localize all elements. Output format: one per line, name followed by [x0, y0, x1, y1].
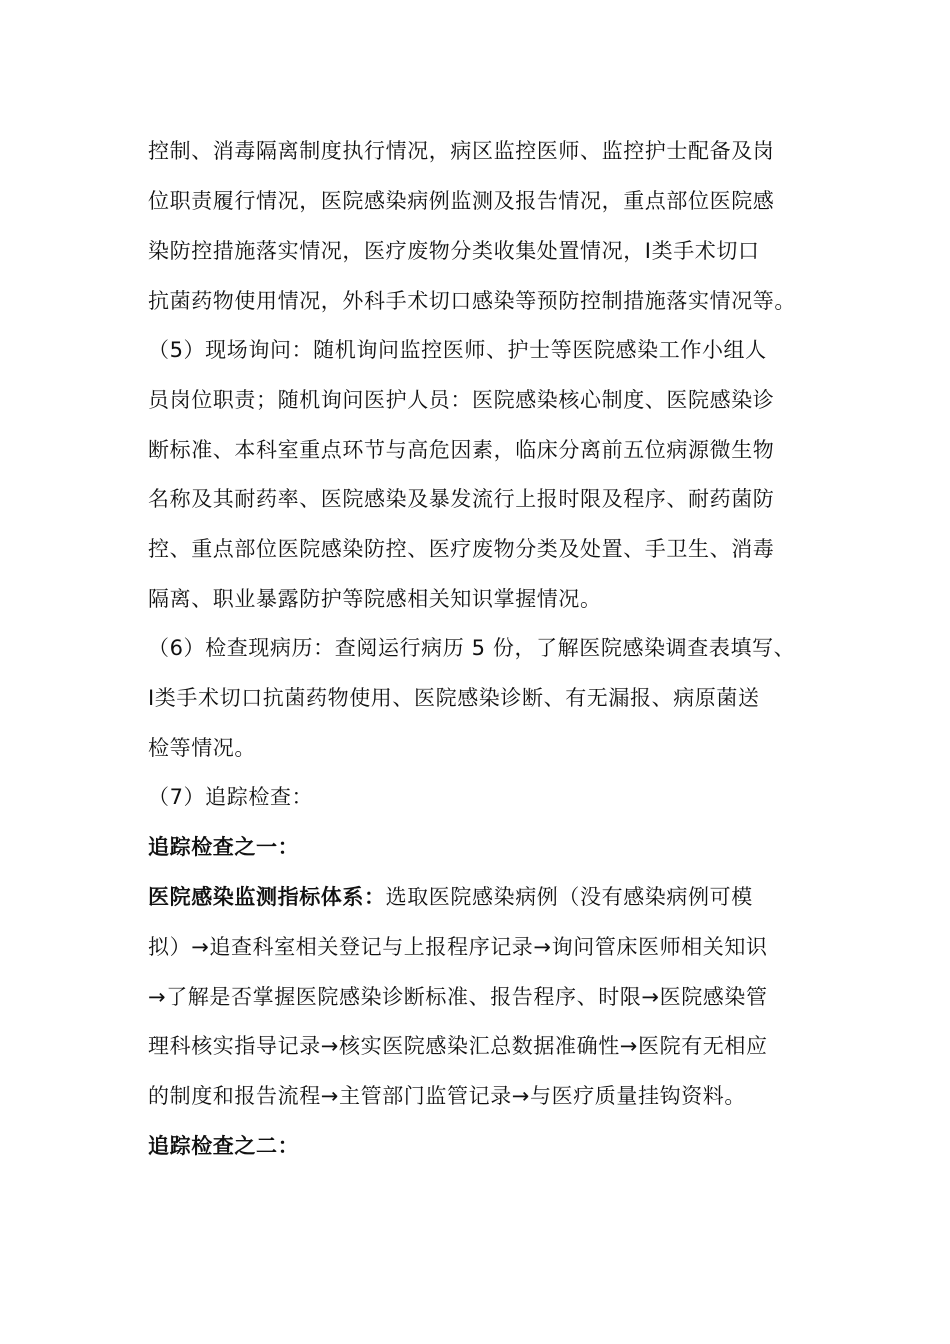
- body-text-line: 位职责履行情况，医院感染病例监测及报告情况，重点部位医院感: [148, 189, 775, 213]
- body-text-line: Ⅰ类手术切口抗菌药物使用、医院感染诊断、有无漏报、病原菌送: [148, 686, 760, 710]
- body-text-line: 拟）→追查科室相关登记与上报程序记录→询问管床医师相关知识: [148, 935, 768, 959]
- section-heading: 追踪检查之二：: [148, 1134, 300, 1158]
- body-text-line: （5）现场询问：随机询问监控医师、护士等医院感染工作小组人: [148, 338, 767, 362]
- body-text-line: 员岗位职责；随机询问医护人员：医院感染核心制度、医院感染诊: [148, 388, 775, 412]
- body-text-line: 控制、消毒隔离制度执行情况，病区监控医师、监控护士配备及岗: [148, 139, 775, 163]
- body-text-line: →了解是否掌握医院感染诊断标准、报告程序、时限→医院感染管: [148, 985, 768, 1009]
- body-text-line: 检等情况。: [148, 736, 256, 760]
- body-text-line: [148, 880, 753, 914]
- body-text-line: （6）检查现病历：查阅运行病历 5 份，了解医院感染调查表填写、: [148, 636, 796, 660]
- body-text-line: 抗菌药物使用情况，外科手术切口感染等预防控制措施落实情况等。: [148, 289, 796, 313]
- section-heading: 追踪检查之一：: [148, 835, 300, 859]
- body-text-line: （7）追踪检查：: [148, 785, 314, 809]
- body-text-line: 隔离、职业暴露防护等院感相关知识掌握情况。: [148, 587, 602, 611]
- body-text-line: 的制度和报告流程→主管部门监管记录→与医疗质量挂钩资料。: [148, 1084, 746, 1108]
- body-text-line: 理科核实指导记录→核实医院感染汇总数据准确性→医院有无相应: [148, 1034, 768, 1058]
- body-text-continuation: 选取医院感染病例（没有感染病例可模: [385, 885, 753, 909]
- body-text-line: 名称及其耐药率、医院感染及暴发流行上报时限及程序、耐药菌防: [148, 487, 775, 511]
- bold-lead-text: 医院感染监测指标体系：: [148, 885, 386, 909]
- body-text-line: 断标准、本科室重点环节与高危因素，临床分离前五位病源微生物: [148, 438, 775, 462]
- body-text-line: 控、重点部位医院感染防控、医疗废物分类及处置、手卫生、消毒: [148, 537, 775, 561]
- body-text-line: 染防控措施落实情况，医疗废物分类收集处置情况，Ⅰ类手术切口: [148, 239, 760, 263]
